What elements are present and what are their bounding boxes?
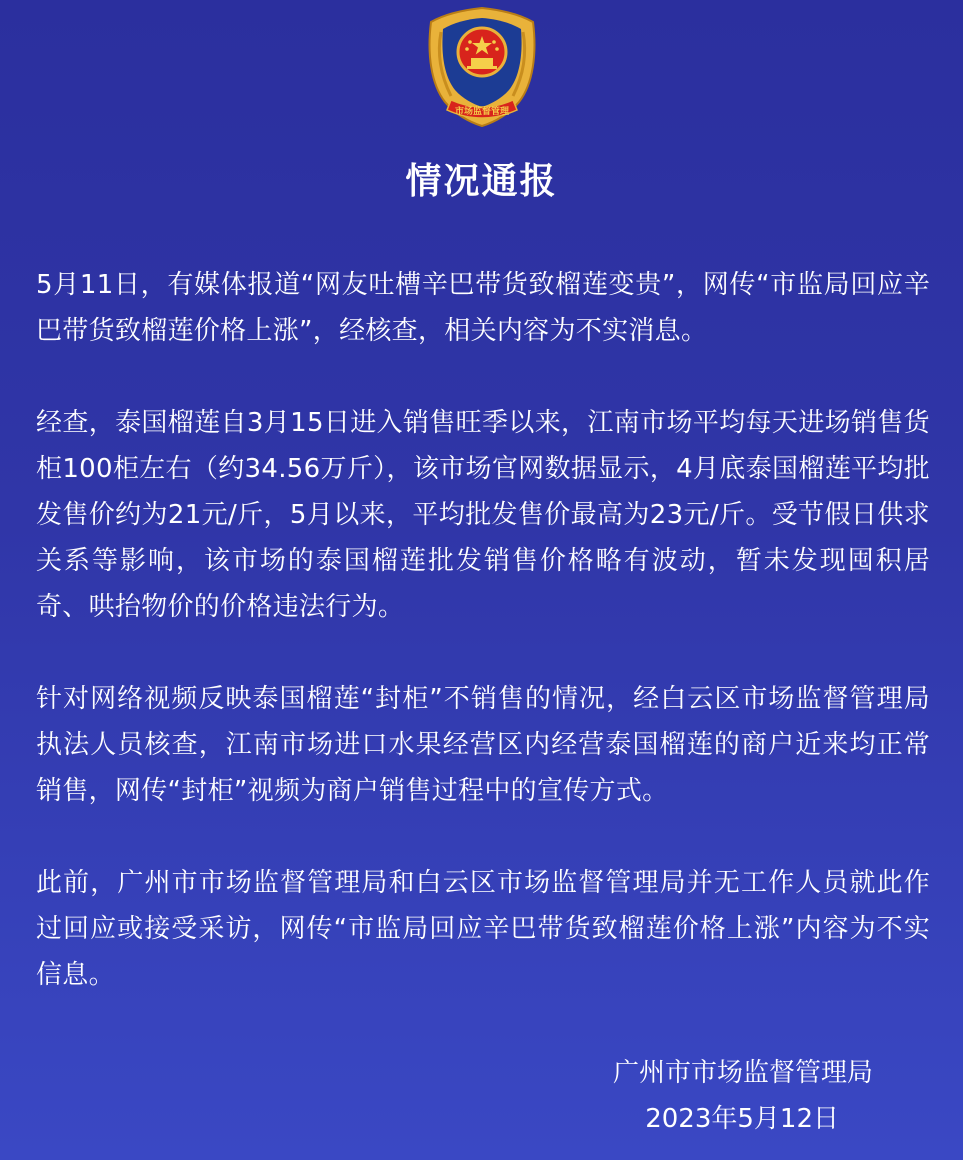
page-title: 情况通报	[405, 161, 558, 202]
paragraph-1: 5月11日，有媒体报道“网友吐槽辛巴带货致榴莲变贵”，网传“市监局回应辛巴带货致榴莲价格上涨”，经核查，相关内容为不实消息。	[36, 270, 930, 346]
signature-date: 2023年5月12日	[645, 1104, 839, 1134]
emblem-ribbon-text: 市场监督管理	[454, 107, 510, 117]
paragraph-2: 经查，泰国榴莲自3月15日进入销售旺季以来，江南市场平均每天进场销售货柜100柜左右（约34.56万斤），该市场官网数据显示，4月底泰国榴莲平均批发售价约为21元/斤，5月以来，平均批发售价最高为23元/斤。受节假日供求关系等影响，该市场的泰国榴莲批发销售价格略有波动，暂未发现囤积居奇、哄抬物价的价格违法行为。	[36, 408, 930, 622]
notice-body	[36, 262, 930, 1044]
signature-organization: 广州市市场监督管理局	[612, 1058, 873, 1088]
market-supervision-emblem-icon	[421, 4, 543, 128]
paragraph-3: 针对网络视频反映泰国榴莲“封柜”不销售的情况，经白云区市场监督管理局执法人员核查，江南市场进口水果经营区内经营泰国榴莲的商户近来均正常销售，网传“封柜”视频为商户销售过程中的宣传方式。	[36, 684, 930, 806]
signature-block	[473, 1050, 873, 1142]
paragraph-4: 此前，广州市市场监督管理局和白云区市场监督管理局并无工作人员就此作过回应或接受采访，网传“市监局回应辛巴带货致榴莲价格上涨”内容为不实信息。	[36, 868, 930, 990]
